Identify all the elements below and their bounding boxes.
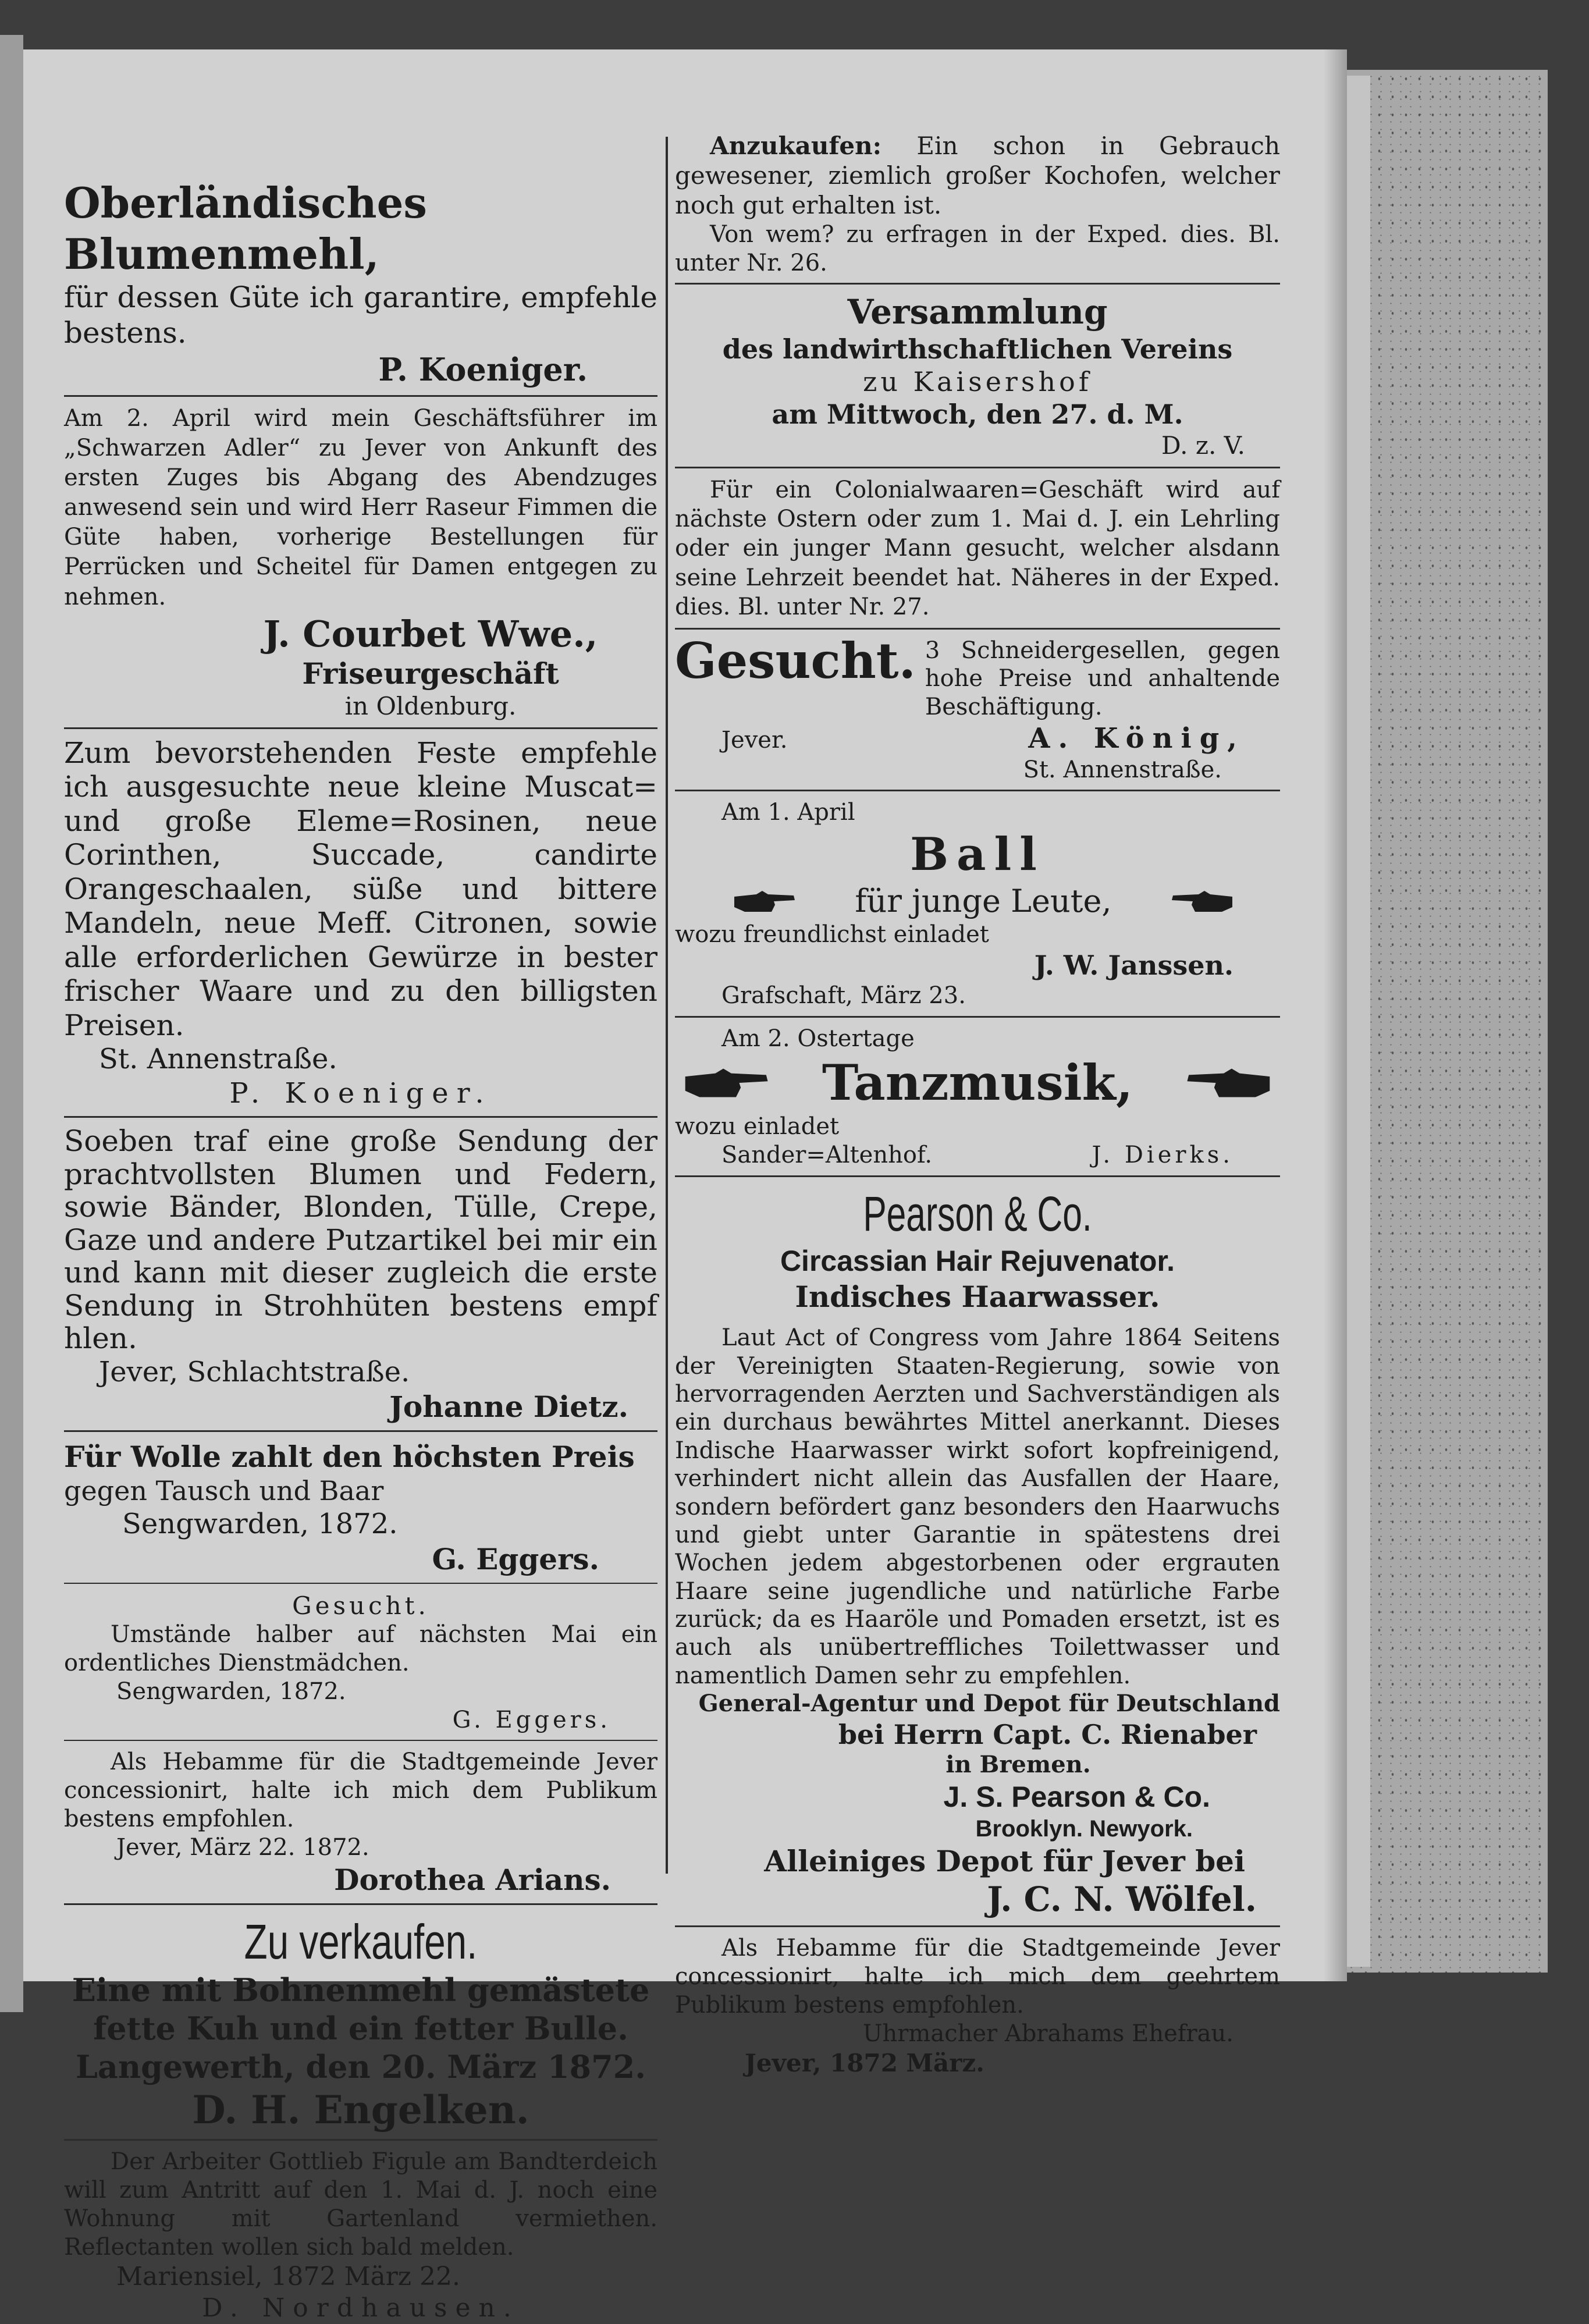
ad-signature: Johanne Dietz.: [389, 1390, 628, 1424]
ad-courbet: [64, 404, 657, 722]
ad-place: Jever, Schlachtstraße.: [99, 1355, 410, 1388]
separator: [64, 395, 657, 397]
ad-place: St. Annenstraße.: [99, 1043, 337, 1076]
ad-signature: D. H. Engelken.: [192, 2087, 529, 2133]
ad-date: Am 2. Ostertage: [721, 1025, 915, 1052]
ad-body: Als Hebamme für die Stadtgemeinde Jever concessionirt, halte ich mich dem geehrtem Publikum bestens empfohlen.: [675, 1935, 1280, 2019]
ad-headline: Zu verkaufen.: [244, 1914, 478, 1969]
ad-footer: [675, 1141, 1280, 1170]
ad-signature: Dorothea Arians.: [334, 1862, 611, 1897]
pointing-hand-right-icon: [733, 889, 797, 914]
separator: [675, 1175, 1280, 1177]
ad-place: Sengwarden, 1872.: [122, 1508, 398, 1541]
ad-body: Laut Act of Congress vom Jahre 1864 Seitens der Vereinigten Staaten-Regierung, sowie von hervorragenden Aerzten und Sachverständigen als ein durchaus bewährtes Mittel anerkannt. Dieses Indische Haarwasser wirkt sofort kopfreinigend, verhindert nicht allein das Ausfallen der Haare, sondern befördert ganz besonders den Haarwuchs und giebt unter Garantie in spätestens drei Wochen jedem abgestorbenen oder ergrauten Haare seine jugendliche und natürliche Farbe zurück; da es Haaröle und Pomaden ersetzt, ist es auch als unübertreffliches Toilettwasser und namentlich Damen sehr zu empfehlen.: [675, 1324, 1280, 1689]
ad-body: Umstände halber auf nächsten Mai ein ordentliches Dienstmädchen.: [64, 1621, 657, 1677]
ad-signature: D. Nordhausen.: [202, 2293, 520, 2323]
ad-tanzmusik: [675, 1025, 1280, 1170]
separator: [675, 467, 1280, 468]
ad-headline: Tanzmusik,: [822, 1053, 1133, 1111]
ad-depot: Alleiniges Depot für Jever bei: [764, 1843, 1245, 1878]
newspaper-page: [23, 49, 1347, 2323]
ad-engelken: [64, 1912, 657, 2134]
ad-signature: J. Dierks.: [1092, 1141, 1233, 1168]
ad-headline: Pearson & Co.: [863, 1186, 1092, 1241]
ad-inquiry: Von wem? zu erfragen in der Exped. dies. Bl. unter Nr. 26.: [675, 221, 1280, 276]
ad-place: Sengwarden, 1872.: [116, 1678, 346, 1705]
ad-lead: Anzukaufen:: [710, 132, 882, 160]
ad-invite: wozu einladet: [675, 1113, 840, 1140]
ad-place: Grafschaft, März 23.: [721, 982, 966, 1010]
ad-line: Langewerth, den 20. März 1872.: [75, 2048, 646, 2085]
pointing-hand-left-icon: [1169, 889, 1233, 914]
ad-abrahams: [675, 1934, 1280, 2077]
ad-body: Für ein Colonialwaaren=Geschäft wird auf nächste Ostern oder zum 1. Mai d. J. ein Lehrling oder ein junger Mann gesucht, welcher alsdann seine Lehrzeit beendet hat. Näheres in der Exped. dies. Bl. unter Nr. 27.: [675, 476, 1280, 621]
left-column: [64, 131, 657, 2324]
ad-line: des landwirthschaftlichen Vereins: [722, 333, 1233, 365]
separator: [675, 790, 1280, 791]
ad-blumenmehl: [64, 177, 657, 389]
ad-body: [675, 131, 1280, 221]
separator: [64, 1740, 657, 1741]
separator: [64, 727, 657, 729]
pointing-hand-left-icon: [1175, 1065, 1280, 1100]
ad-line: für junge Leute,: [855, 883, 1112, 920]
ad-signature: P. Koeniger.: [229, 1076, 492, 1110]
ad-dietz: [64, 1125, 657, 1424]
ad-body: Am 2. April wird mein Geschäftsführer im „Schwarzen Adler“ zu Jever von Ankunft des ersten Zuges bis Abgang des Abendzuges anwesend sein und wird Herr Raseur Fimmen die Güte haben, vorherige Bestellungen für Perrücken und Scheitel für Damen entgegen zu nehmen.: [64, 404, 657, 610]
ad-eggers-gesucht: [64, 1591, 657, 1734]
ad-firm: J. Courbet Wwe.,: [263, 612, 598, 655]
ad-ball: [675, 798, 1280, 1010]
ad-line: fette Kuh und ein fetter Bulle.: [93, 2009, 628, 2047]
ad-place: Jever, 1872 März.: [745, 2048, 984, 2077]
ad-body: gegen Tausch und Baar: [64, 1475, 384, 1507]
ad-depot-signature: J. C. N. Wölfel.: [987, 1879, 1257, 1919]
ad-anzukaufen: [675, 131, 1280, 277]
ad-body: für dessen Güte ich garantire, empfehle bestens.: [64, 280, 657, 350]
separator: [64, 1430, 657, 1432]
ad-place: Mariensiel, 1872 März 22.: [116, 2262, 460, 2292]
ad-signature: A. König,: [1028, 722, 1245, 755]
ad-firm-place: Brooklyn. Newyork.: [975, 1815, 1193, 1842]
ad-lehrling: [675, 475, 1280, 622]
ad-headline: Gesucht.: [675, 631, 916, 690]
ad-headline: Für Wolle zahlt den höchsten Preis: [64, 1440, 635, 1474]
separator: [675, 628, 1280, 630]
ad-eggers-wolle: [64, 1439, 657, 1577]
right-column: [675, 131, 1280, 2078]
ad-footer: [675, 722, 1280, 756]
ad-firm: J. S. Pearson & Co.: [943, 1780, 1210, 1813]
separator: [675, 1925, 1280, 1927]
ad-hand-line: [675, 1053, 1280, 1113]
separator: [64, 2139, 657, 2141]
ad-body-text: Ein schon in Gebrauch gewesener, ziemlich großer Kochofen, welcher noch gut erhalten ist.: [675, 132, 1280, 220]
ad-body: 3 Schneidergesellen, gegen hohe Preise und anhaltende Beschäftigung.: [925, 637, 1280, 721]
ad-address: St. Annenstraße.: [1023, 756, 1222, 783]
ad-signature: G. Eggers.: [452, 1706, 611, 1733]
ad-agency: General-Agentur und Depot für Deutschland: [698, 1690, 1280, 1718]
left-page-edge: [0, 35, 23, 2012]
ad-headline-block: [675, 631, 1280, 722]
ad-hand-line: [675, 882, 1280, 921]
ad-date: Am 1. April: [721, 799, 855, 826]
ad-signature: Uhrmacher Abrahams Ehefrau.: [862, 2020, 1233, 2047]
ad-agency: in Bremen.: [945, 1751, 1091, 1779]
ad-koeniger-feste: [64, 736, 657, 1111]
ad-place: Jever, März 22. 1872.: [116, 1833, 369, 1861]
ad-signature: D. z. V.: [1161, 431, 1245, 460]
ad-place: in Oldenburg.: [344, 692, 517, 721]
ad-koenig-gesucht: [675, 631, 1280, 784]
ad-pearson: [675, 1184, 1280, 1920]
ad-headline: Ball: [910, 828, 1045, 882]
ad-place: Jever.: [721, 726, 788, 754]
ad-invite: wozu freundlichst einladet: [675, 921, 989, 948]
ad-line: zu Kaisershof: [863, 366, 1092, 398]
ad-body: Der Arbeiter Gottlieb Figule am Bandterdeich will zum Antritt auf den 1. Mai d. J. noch eine Wohnung mit Gartenland vermiethen. Reflectanten wollen sich bald melden.: [64, 2148, 657, 2261]
column-divider: [666, 137, 668, 1874]
ad-line: Eine mit Bohnenmehl gemästete: [72, 1971, 650, 2009]
separator: [64, 1903, 657, 1905]
ad-line: am Mittwoch, den 27. d. M.: [772, 399, 1183, 431]
ad-headline: Gesucht.: [292, 1591, 429, 1620]
ad-subtitle: Indisches Haarwasser.: [795, 1280, 1160, 1314]
ad-body: Als Hebamme für die Stadtgemeinde Jever concessionirt, halte ich mich dem Publikum bestens empfohlen.: [64, 1749, 657, 1833]
ad-trade: Friseurgeschäft: [302, 656, 559, 691]
separator: [64, 1583, 657, 1584]
ad-subtitle: Circassian Hair Rejuvenator.: [780, 1245, 1175, 1278]
ad-arians: [64, 1748, 657, 1897]
ad-agency: bei Herrn Capt. C. Rienaber: [838, 1719, 1257, 1751]
ad-headline: Oberländisches Blumenmehl,: [64, 178, 427, 279]
ad-signature: G. Eggers.: [432, 1542, 599, 1576]
page-shadow: [1324, 49, 1347, 1981]
separator: [64, 1116, 657, 1118]
ad-body: Zum bevorstehenden Feste empfehle ich ausgesuchte neue kleine Muscat= und große Eleme=Rosinen, neue Corinthen, Succade, candirte Orangeschaalen, süße und bittere Mandeln, neue Meff. Citronen, sowie alle erforderlichen Gewürze in bester frischer Waare und zu den billigsten Preisen.: [64, 735, 657, 1042]
ad-signature: J. W. Janssen.: [1034, 949, 1233, 981]
separator: [675, 283, 1280, 285]
ad-signature: P. Koeniger.: [378, 350, 588, 388]
separator: [675, 1016, 1280, 1018]
ad-body: Soeben traf eine große Sendung der prachtvollsten Blumen und Federn, sowie Bänder, Blonden, Tülle, Crepe, Gaze und andere Putzartikel bei mir ein und kann mit dieser zugleich die erste Sendung in Strohhüten bestens empf hlen.: [64, 1124, 657, 1356]
pointing-hand-right-icon: [675, 1065, 780, 1100]
ad-headline: Versammlung: [847, 292, 1108, 332]
ad-versammlung: [675, 292, 1280, 460]
ad-place: Sander=Altenhof.: [721, 1141, 933, 1168]
ad-nordhausen: [64, 2148, 657, 2324]
